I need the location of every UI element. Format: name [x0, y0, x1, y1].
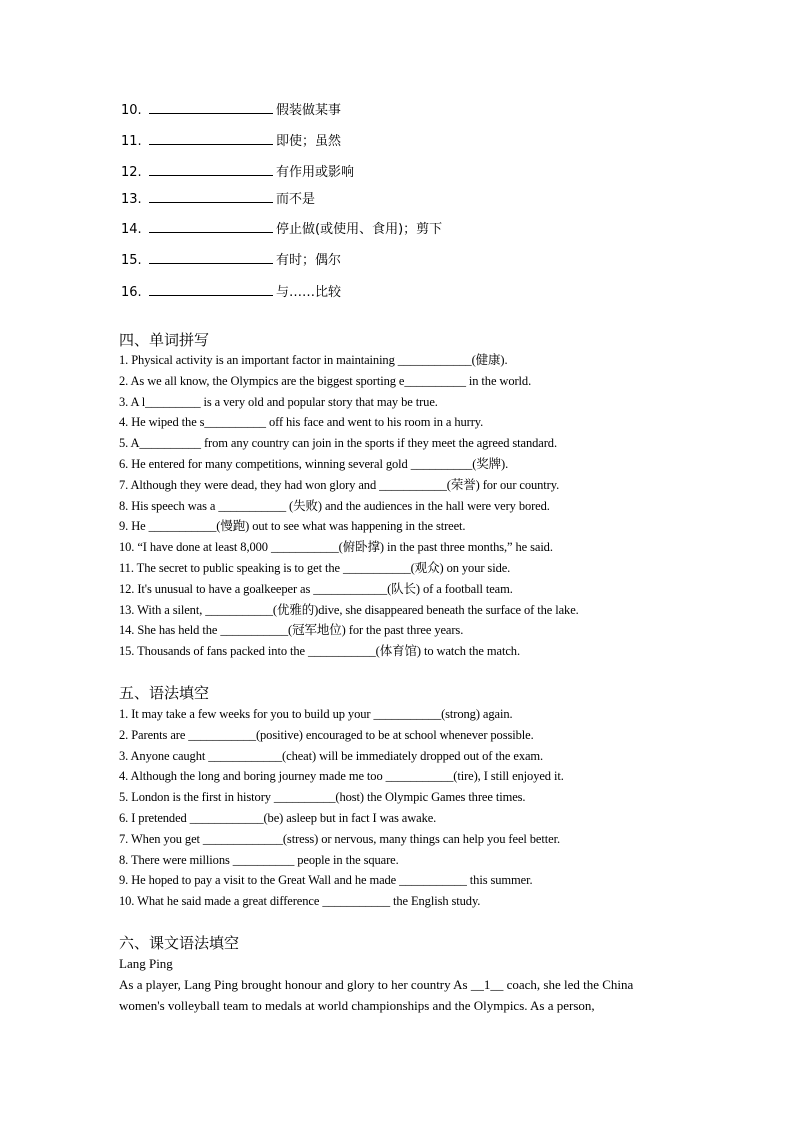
- grammar-item: 8. There were millions __________ people in the square.: [119, 852, 399, 867]
- answer-blank: [149, 251, 273, 264]
- passage-title: Lang Ping: [119, 956, 173, 971]
- phrase-meaning: 假装做某事: [276, 103, 342, 118]
- spelling-item: 3. A l_________ is a very old and popular story that may be true.: [119, 394, 438, 409]
- grammar-item: 5. London is the first in history __________(host) the Olympic Games three times.: [119, 790, 526, 805]
- spelling-item: 5. A__________ from any country can join in the sports if they meet the agreed standard.: [119, 436, 557, 451]
- answer-blank: [149, 132, 273, 145]
- phrase-meaning: 与……比较: [276, 285, 342, 300]
- section-5-title: 五、语法填空: [119, 684, 210, 702]
- phrase-number: 11.: [121, 134, 142, 149]
- phrase-number: 16.: [121, 285, 142, 300]
- phrase-number: 13.: [121, 192, 142, 207]
- phrase-item: [121, 190, 315, 208]
- grammar-item: 2. Parents are ___________(positive) encouraged to be at school whenever possible.: [119, 727, 534, 742]
- spelling-item: 9. He ___________(慢跑) out to see what was happening in the street.: [119, 519, 466, 534]
- phrase-item: [121, 132, 341, 150]
- spelling-item: 12. It's unusual to have a goalkeeper as ____________(队长) of a football team.: [119, 581, 513, 596]
- phrase-item: [121, 283, 341, 301]
- spelling-item: 1. Physical activity is an important factor in maintaining ____________(健康).: [119, 353, 508, 367]
- answer-blank: [149, 190, 273, 203]
- spelling-item: 2. As we all know, the Olympics are the biggest sporting e__________ in the world.: [119, 373, 532, 388]
- spelling-item: 15. Thousands of fans packed into the ___________(体育馆) to watch the match.: [119, 644, 520, 659]
- phrase-meaning: 有时；偶尔: [276, 253, 342, 268]
- spelling-item: 6. He entered for many competitions, winning several gold __________(奖牌).: [119, 457, 509, 471]
- spelling-item: 10. “I have done at least 8,000 ___________(俯卧撑) in the past three months,” he said.: [119, 540, 553, 555]
- phrase-number: 12.: [121, 165, 142, 180]
- spelling-item: 7. Although they were dead, they had won glory and ___________(荣誉) for our country.: [119, 477, 560, 492]
- spelling-item: 4. He wiped the s__________ off his face and went to his room in a hurry.: [119, 415, 484, 430]
- spelling-item: 13. With a silent, ___________(优雅的)dive, she disappeared beneath the surface of the lake.: [119, 602, 579, 617]
- grammar-item: 10. What he said made a great difference ___________ the English study.: [119, 894, 481, 909]
- answer-blank: [149, 283, 273, 296]
- spelling-item: 14. She has held the ___________(冠军地位) for the past three years.: [119, 623, 464, 638]
- answer-blank: [149, 101, 273, 114]
- phrase-number: 14.: [121, 222, 142, 237]
- section-6-title: 六、课文语法填空: [119, 934, 240, 952]
- grammar-item: 6. I pretended ____________(be) asleep but in fact I was awake.: [119, 811, 437, 825]
- grammar-item: 4. Although the long and boring journey made me too ___________(tire), I still enjoyed it.: [119, 769, 564, 784]
- answer-blank: [149, 220, 273, 233]
- grammar-item: 1. It may take a few weeks for you to build up your ___________(strong) again.: [119, 707, 513, 721]
- phrase-item: [121, 163, 354, 181]
- phrase-number: 15.: [121, 253, 142, 268]
- grammar-item: 3. Anyone caught ____________(cheat) will be immediately dropped out of the exam.: [119, 748, 544, 763]
- answer-blank: [149, 163, 273, 176]
- phrase-item: [121, 220, 442, 238]
- phrase-meaning: 有作用或影响: [276, 165, 355, 180]
- phrase-meaning: 停止做(或使用、食用)；剪下: [276, 222, 443, 237]
- grammar-item: 7. When you get _____________(stress) or nervous, many things can help you feel better.: [119, 831, 560, 846]
- spelling-item: 11. The secret to public speaking is to get the ___________(观众) on your side.: [119, 561, 511, 575]
- grammar-item: 9. He hoped to pay a visit to the Great Wall and he made ___________ this summer.: [119, 873, 533, 888]
- phrase-item: [121, 251, 341, 269]
- phrase-number: 10.: [121, 103, 142, 118]
- phrase-item: [121, 101, 341, 119]
- spelling-item: 8. His speech was a ___________ (失败) and the audiences in the hall were very bored.: [119, 498, 550, 513]
- phrase-meaning: 而不是: [276, 192, 316, 207]
- passage-text: As a player, Lang Ping brought honour and glory to her country As __1__ coach, she led the China women's volleyball team to medals at world championships and the Olympics. As a person,: [119, 977, 634, 1013]
- phrase-meaning: 即使；虽然: [276, 134, 342, 149]
- section-4-title: 四、单词拼写: [119, 331, 210, 349]
